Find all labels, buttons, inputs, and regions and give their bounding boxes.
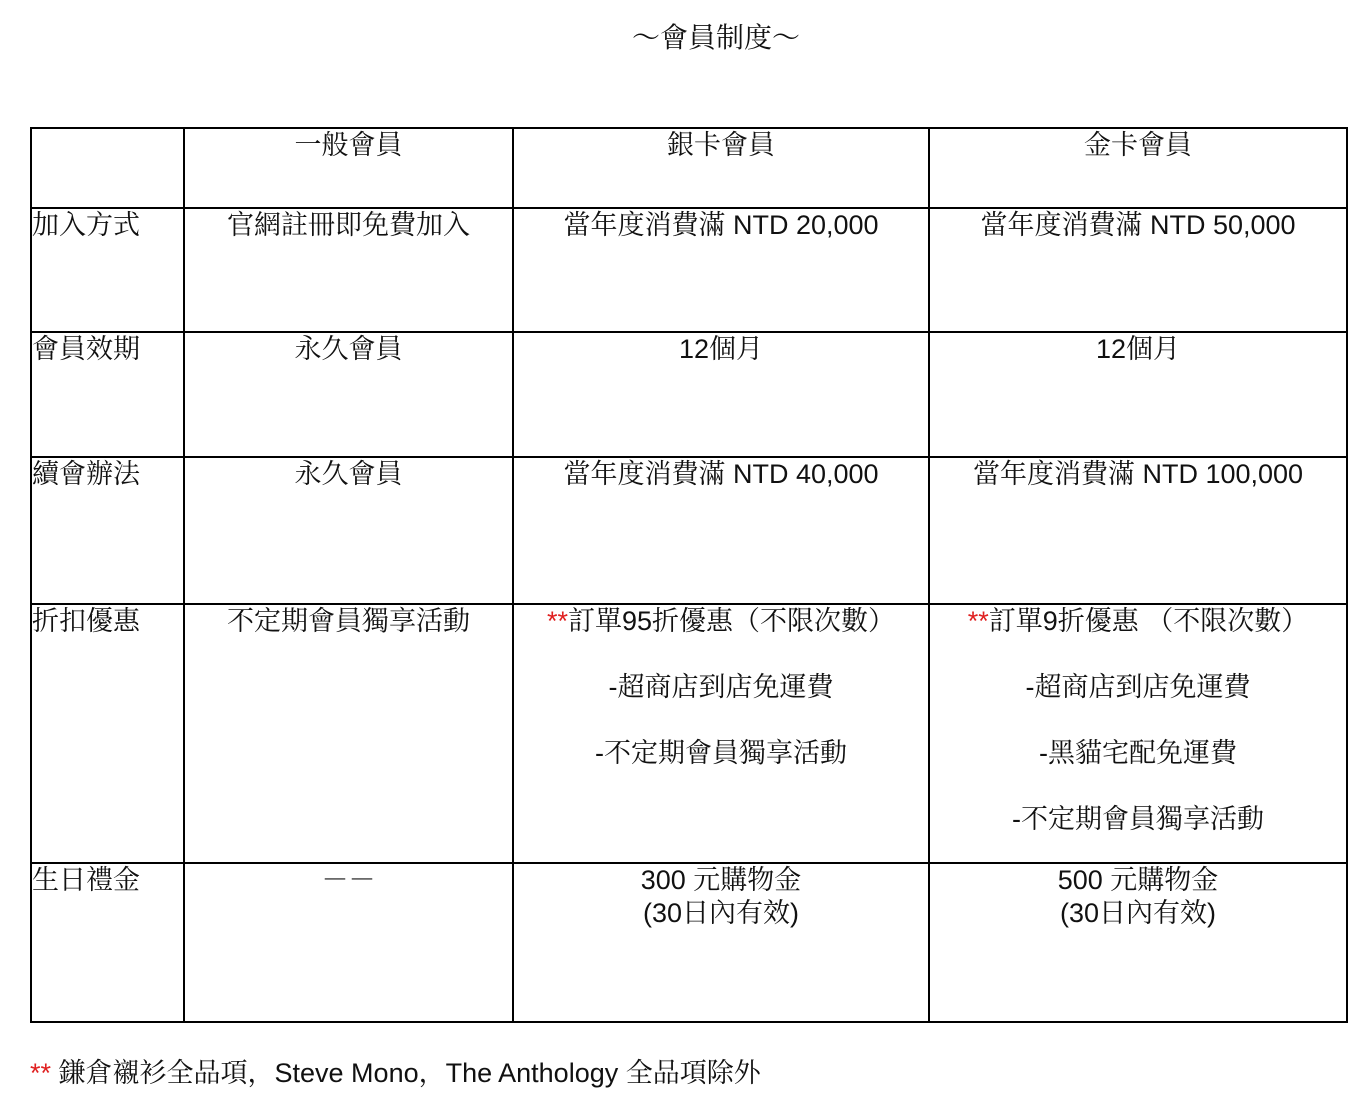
discount-gold-text: 訂單9折優惠 （不限次數） bbox=[988, 606, 1309, 636]
discount-silver-line: -超商店到店免運費 bbox=[608, 672, 834, 702]
validity-general-cell: 永久會員 bbox=[184, 332, 513, 457]
discount-gold-cell bbox=[929, 604, 1347, 863]
discount-gold-line: -不定期會員獨享活動 bbox=[1012, 804, 1264, 834]
renewal-gold-cell: 當年度消費滿 NTD 100,000 bbox=[929, 457, 1347, 604]
renewal-general-cell: 永久會員 bbox=[184, 457, 513, 604]
header-corner-cell bbox=[31, 128, 184, 208]
row-label-renewal: 續會辦法 bbox=[31, 457, 184, 604]
header-gold-member: 金卡會員 bbox=[929, 128, 1347, 208]
table-header-row bbox=[31, 128, 1347, 208]
row-label-discount: 折扣優惠 bbox=[31, 604, 184, 863]
table-row-birthday bbox=[31, 863, 1347, 1022]
birthday-gold-amount: 500 元購物金 bbox=[1057, 865, 1219, 895]
birthday-gold-cell bbox=[929, 863, 1347, 1022]
asterisk-marker: ** bbox=[30, 1058, 52, 1088]
discount-silver-cell bbox=[513, 604, 929, 863]
table-row-renewal bbox=[31, 457, 1347, 604]
page-title: ～會員制度～ bbox=[631, 22, 800, 53]
header-silver-member: 銀卡會員 bbox=[513, 128, 929, 208]
join-general-cell: 官網註冊即免費加入 bbox=[184, 208, 513, 332]
asterisk-marker: ** bbox=[546, 606, 568, 636]
header-general-member: 一般會員 bbox=[184, 128, 513, 208]
row-label-join: 加入方式 bbox=[31, 208, 184, 332]
birthday-silver-validity: (30日內有效) bbox=[642, 898, 799, 928]
renewal-silver-cell: 當年度消費滿 NTD 40,000 bbox=[513, 457, 929, 604]
row-label-validity: 會員效期 bbox=[31, 332, 184, 457]
discount-gold-line bbox=[930, 605, 1346, 638]
discount-silver-line: -不定期會員獨享活動 bbox=[595, 738, 847, 768]
footnote-text: 鎌倉襯衫全品項，Steve Mono，The Anthology 全品項除外 bbox=[51, 1058, 761, 1088]
footnote bbox=[30, 1055, 761, 1091]
validity-silver-cell: 12個月 bbox=[513, 332, 929, 457]
discount-silver-text: 訂單95折優惠（不限次數） bbox=[567, 606, 896, 636]
discount-silver-line bbox=[514, 605, 928, 638]
discount-gold-line: -超商店到店免運費 bbox=[1025, 672, 1251, 702]
asterisk-marker: ** bbox=[967, 606, 989, 636]
table-row-discount bbox=[31, 604, 1347, 863]
discount-general-cell: 不定期會員獨享活動 bbox=[184, 604, 513, 863]
birthday-gold-validity: (30日內有效) bbox=[1059, 898, 1216, 928]
join-gold-cell: 當年度消費滿 NTD 50,000 bbox=[929, 208, 1347, 332]
birthday-silver-cell bbox=[513, 863, 929, 1022]
membership-table bbox=[30, 127, 1348, 1023]
table-row-join bbox=[31, 208, 1347, 332]
birthday-silver-amount: 300 元購物金 bbox=[640, 865, 802, 895]
table-row-validity bbox=[31, 332, 1347, 457]
row-label-birthday: 生日禮金 bbox=[31, 863, 184, 1022]
discount-gold-line: -黑貓宅配免運費 bbox=[1039, 738, 1237, 768]
join-silver-cell: 當年度消費滿 NTD 20,000 bbox=[513, 208, 929, 332]
validity-gold-cell: 12個月 bbox=[929, 332, 1347, 457]
birthday-general-cell: －－ bbox=[184, 863, 513, 1022]
